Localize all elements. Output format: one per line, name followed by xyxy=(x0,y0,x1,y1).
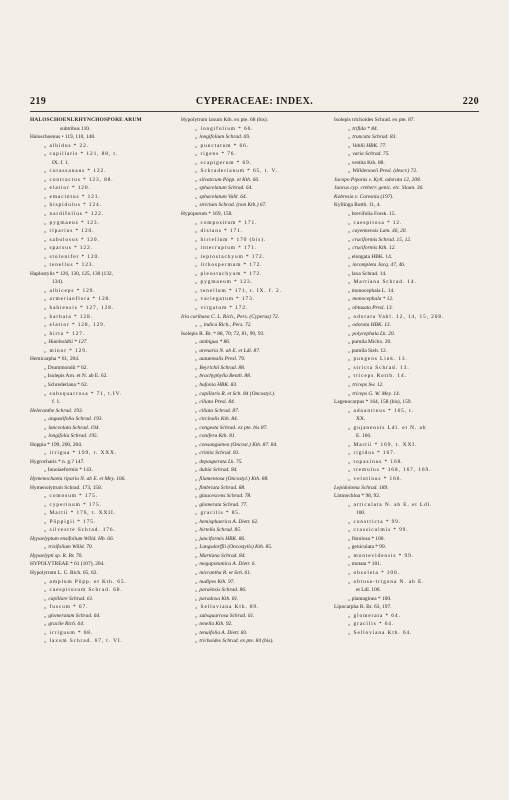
index-entry: „ virgatum * 172. xyxy=(195,305,249,312)
index-entry: „ circinalis Kth. 84. xyxy=(195,416,239,423)
index-entry: „ gracilis * 64. xyxy=(348,621,395,628)
index-entry: HALOSCHOENLRHYNCHOSPORE ARUM xyxy=(30,117,142,123)
index-entry: „ adauntinus * 165, t. xyxy=(348,407,414,414)
index-entry: „ megapotamica A. Dietr. 6. xyxy=(195,561,256,568)
index-entry: „ Schrederiana * 62. xyxy=(44,381,89,388)
index-entry: „ triceps G. W. Mey. 14. xyxy=(348,390,401,397)
index-entry: „ Martiana Schrad. 84. xyxy=(195,552,246,559)
index-entry: Heleranthe Schrad. 193. xyxy=(30,407,83,414)
index-entry: Hypolytrum L. C. Rich. 65, 62. xyxy=(30,569,98,576)
index-entry: Kyllinga Rotth. 11, 4. xyxy=(334,202,381,209)
index-entry: „ Drummondii * 62. xyxy=(44,364,88,371)
index-entry: „ obtusata Presl. 13. xyxy=(348,305,393,312)
index-entry: „ glomerata * 64. xyxy=(348,612,401,619)
index-entry: „ tenuifolia A. Dietr. 83. xyxy=(195,629,248,636)
index-entry: „ trichoides Schrad. ex pte. 84 (bis). xyxy=(195,638,274,645)
index-entry: „ cyperinum * 175. xyxy=(44,501,102,508)
index-entry: „ variegatum * 173. xyxy=(195,296,255,303)
index-entry: „ Martii * 176, t. XXII. xyxy=(44,510,116,517)
index-entry: „ fistulosa * 100. xyxy=(348,535,385,542)
index-entry: „ varia Schrad. 75. xyxy=(348,151,390,158)
index-entry: „ montevidensis * 99. xyxy=(348,552,414,559)
index-entry: IX. f. 1. xyxy=(52,159,69,166)
index-entry: „ amplum Pöpp. et Kth. 65. xyxy=(44,578,127,585)
index-entry: „ crinita Schrad. 81. xyxy=(195,450,240,457)
index-entry: „ glomerata Schrad. 77. xyxy=(195,501,248,508)
index-entry: „ crassiculmis * 99. xyxy=(348,527,409,534)
header-rule xyxy=(30,111,479,112)
index-entry: „ Martiana Schrad. 14. xyxy=(348,279,417,286)
index-entry: „ pungens Link. 13. xyxy=(348,356,408,363)
index-entry: „ consanguinea (Oncost.) Kth. 87. 84. xyxy=(195,441,278,448)
index-entry: Hypaelypti sp. R. Br. 70. xyxy=(30,552,83,559)
index-entry: Hoppia * 199, 200, 204. xyxy=(30,441,83,448)
index-column-2 xyxy=(181,116,324,646)
index-entry: „ triceps Rottb. 14. xyxy=(348,373,407,380)
index-entry: subtribus 110. xyxy=(60,125,91,132)
index-column-3 xyxy=(334,116,477,637)
index-entry: „ Isolepis Arn. et N. ab E. 62. xyxy=(44,373,108,380)
index-entry: „ polycephala Lk. 20. xyxy=(348,330,395,337)
index-entry: „ lithospermum * 172. xyxy=(195,262,263,269)
index-entry: „ Willdenowii Presl. (descr.) 72. xyxy=(348,168,418,175)
index-entry: Iria caribaea C. L. Rich., Pers. (Cyperus) 72. xyxy=(181,313,280,320)
index-entry: „ gracile Rich. 64. xyxy=(44,621,85,628)
index-entry: „ pygmaeum * 123. xyxy=(195,279,253,286)
running-header xyxy=(30,96,479,110)
index-entry: „ cayennensis Lam. 46, 20. xyxy=(348,228,407,235)
index-entry: Hemicarpha * 61, 204. xyxy=(30,356,80,363)
index-entry: „ ambigua * 86. xyxy=(195,339,231,346)
index-entry: „ brevifolia Forsk. 15. xyxy=(348,211,396,218)
index-entry: f. 1. xyxy=(52,399,61,406)
index-entry: „ nardifolius * 122. xyxy=(44,211,104,218)
index-entry: „ obsoleta * 100. xyxy=(348,569,400,576)
index-entry: „ hirtellum * 170 (bis). xyxy=(195,236,267,243)
page-title: CYPERACEAE: INDEX. xyxy=(195,96,314,107)
index-entry: „ irrigua * 199, t. XXX. xyxy=(44,450,118,457)
index-entry: „ capillaris R. et Sch. 84 (Oncostyl.). xyxy=(195,390,276,397)
index-entry: „ armeriaeflora * 128. xyxy=(44,296,112,303)
index-entry: „ silvestre Schrad. 176. xyxy=(44,527,116,534)
index-entry: Isolepis trichoides Schrad. ex pte. 87. xyxy=(334,117,415,123)
index-entry: „ sphacelatum Vahl. 64. xyxy=(195,193,247,200)
index-entry: „ laxum Schrad. 67, t. VI. xyxy=(44,638,123,645)
index-entry: „ dubia Schrad. 84. xyxy=(195,467,238,474)
index-entry: Hymenochaeta riparia N. ab E. et Mey. 106. xyxy=(30,475,126,482)
index-entry: „ glomeratum Schrad. 64. xyxy=(44,612,101,619)
index-entry: „ Schraderianum * 65, t. V. xyxy=(195,168,278,175)
index-entry: Haloschoenus • 119, 110, 148. xyxy=(30,134,96,141)
index-entry: „ longifolium * 66. xyxy=(195,125,254,132)
index-entry: „ comosum * 175. xyxy=(44,493,98,500)
index-entry: „ junciformis HBK. 86. xyxy=(195,535,246,542)
index-entry: „ gujanensis Ldl. et N. ab xyxy=(348,424,427,431)
index-entry: „ odorata HBK. 13. xyxy=(348,322,391,329)
index-entry: Lagenocarpus * 164, 158 (bis), 159. xyxy=(334,399,412,406)
index-entry: „ bahiensis * 127, 128. xyxy=(44,305,115,312)
index-entry: „ compositum * 171. xyxy=(195,219,258,226)
index-entry: „ Langsdorffii (Oncostylis) Kth. 85. xyxy=(195,544,273,551)
index-entry: „ albiceps * 129. xyxy=(44,287,96,294)
index-entry: „ obtuse-trigona N. ab E. xyxy=(348,578,425,585)
index-entry: „ pygmaeus * 123. xyxy=(44,219,100,226)
page-number-left: 219 xyxy=(30,96,47,107)
index-entry: 134). xyxy=(52,279,64,286)
index-entry: Kobresia v. Coresnia (197). xyxy=(334,193,394,200)
index-entry: „ odorata Vahl. 12, 14, 15, 208. xyxy=(348,313,445,320)
index-entry: „ emacintus * 121. xyxy=(44,193,101,200)
index-entry: Juncus cyp. creberr. genic. etc. Sloan. 36. xyxy=(334,185,424,192)
index-entry: „ pumila Michx. 20. xyxy=(348,339,392,346)
index-entry: „ filamentosa (Oncostyl.) Kth. 88. xyxy=(195,475,269,482)
index-entry: „ silvaticum Pöpp. et Kth. 66. xyxy=(195,176,260,183)
index-entry: „ elongata HBK. 14. xyxy=(348,253,393,260)
index-entry: HYPOLYTREAE * 61 (107), 204. xyxy=(30,561,105,568)
index-entry: „ monocephala L. 14. xyxy=(348,287,395,294)
index-entry: Jacopo Piponis v. Kyll. odorata 12, 208. xyxy=(334,176,422,183)
index-entry: E. 166. xyxy=(356,433,372,440)
index-entry: „ nudipes Kth. 97. xyxy=(195,578,235,585)
index-entry: „ hirta * 127. xyxy=(44,330,86,337)
index-entry: „ sparsus * 122. xyxy=(44,245,93,252)
index-entry: „ barbata * 128. xyxy=(44,313,93,320)
index-entry: „ punctatum * 66. xyxy=(195,142,249,149)
index-entry: „ geniculata * 99. xyxy=(348,544,387,551)
index-entry: Hymenolytrum Schrad. 173, 158. xyxy=(30,484,103,491)
index-entry: Lepidoloma Schrad. 189. xyxy=(334,484,389,491)
index-entry: „ fimbriata Schrad. 88. xyxy=(195,484,246,491)
index-entry: „ conifera Kth. 81. xyxy=(195,433,236,440)
index-entry: „ longifolium Schrad. 69. xyxy=(195,134,251,141)
index-entry: „ rigidus * 167. xyxy=(348,450,396,457)
index-entry: „ ciliata Schrad. 87. xyxy=(195,407,240,414)
index-entry: „ sphacelatum Schrad. 64. xyxy=(195,185,253,192)
index-entry: et Ldl. 100. xyxy=(356,587,381,594)
index-entry: „ tenellus * 123. xyxy=(44,262,95,269)
index-entry: Isolepis R. Br. * 88, 70; 72, 81, 90, 93. xyxy=(181,330,265,337)
index-entry: „ angustifolia Schrad. 193. xyxy=(44,416,103,423)
index-entry: „ caespitosa * 12. xyxy=(348,219,403,226)
index-entry: „ elatior * 120. xyxy=(44,185,91,192)
index-entry: „ Selloviana Kth. 89. xyxy=(195,604,260,611)
index-entry: „ brachyphylla Benth. 88. xyxy=(195,373,252,380)
index-entry: „ depauperata Lk. 75. xyxy=(195,458,243,465)
index-entry: „ strictum Schrad. (non Kth.) 67. xyxy=(195,202,267,209)
index-entry: „ irriguum * 68. xyxy=(44,629,94,636)
index-entry: Limnochloa * 98, 92. xyxy=(334,493,381,500)
index-entry: Lipocarpha R. Br. 63, 197. xyxy=(334,604,392,611)
index-entry: „ vestita Kth. 88. xyxy=(348,159,385,166)
index-entry: „ tenella Kth. 92. xyxy=(195,621,233,628)
index-entry: „ lanceolata Schrad. 194. xyxy=(44,424,100,431)
index-entry: „ Vahlii HBK. 77. xyxy=(348,142,387,149)
index-entry: „ capillaris * 121, 88, t. xyxy=(44,151,119,158)
index-entry: „ cruciformis Schrad. 15, 12. xyxy=(348,236,412,243)
index-entry: „ „ indica Rich., Pers. 72. xyxy=(195,322,252,329)
index-entry: „ congesta Schrad. ex pte. bis 87. xyxy=(195,424,268,431)
page-number-right: 220 xyxy=(462,96,479,107)
index-entry: „ stricta Schrad. 13. xyxy=(348,364,410,371)
index-entry: „ riparius * 120. xyxy=(44,228,95,235)
index-column-1 xyxy=(30,116,173,646)
index-entry: „ hemisphaerica A. Dietr. 62. xyxy=(195,518,259,525)
index-entry: „ ciliata Presl. 84. xyxy=(195,399,236,406)
index-entry: „ articulata N. ab E. et Ldl. xyxy=(348,501,433,508)
index-entry: „ albidus * 22. xyxy=(44,142,89,149)
index-entry: „ capillare Schrad. 61. xyxy=(44,595,94,602)
index-entry: „ curassanaus * 122. xyxy=(44,168,107,175)
index-entry: „ arenaria N. ab E. et Ldl. 87. xyxy=(195,347,261,354)
index-entry: „ subsquarrosa Schrad. 61. xyxy=(195,612,255,619)
index-entry: „ scapigerum * 69. xyxy=(195,159,252,166)
index-entry: „ Beyrichii Schrad. 88. xyxy=(195,364,246,371)
index-entry: „ gracilis * 85. xyxy=(195,510,242,517)
index-entry: Hypoporum * 169, 158. xyxy=(181,211,233,218)
index-entry: „ micrantha R. et Sch. 61. xyxy=(195,569,252,576)
index-entry: „ incompleta Jacq. 47, 46. xyxy=(348,262,406,269)
index-entry: „ laxa Schrad. 14. xyxy=(348,270,387,277)
index-entry: „ tenellum * 171, t. IX. f. 2. xyxy=(195,287,282,294)
index-entry: „ cruciformis Kth. 12. xyxy=(348,245,396,252)
index-entry: „ contractus * 123, 88. xyxy=(44,176,114,183)
index-entry: „ sabulosus * 120. xyxy=(44,236,100,243)
index-entry: „ Selloviana Kth. 64. xyxy=(348,629,413,636)
index-entry: „ mutata * 101. xyxy=(348,561,382,568)
index-entry: „ minor * 129. xyxy=(44,347,89,354)
index-entry: „ caespitosum Schrad. 68. xyxy=(44,587,123,594)
index-entry: „ interruptum * 171. xyxy=(195,245,258,252)
index-entry: „ truncata Schrad. 83. xyxy=(348,134,397,141)
index-entry: „ hirtella Schrad. 85. xyxy=(195,527,242,534)
index-entry: „ monocephala * 12. xyxy=(348,296,394,303)
index-entry: „ paradoxa Kth. 81. xyxy=(195,595,239,602)
index-entry: „ glaucescens Schrad. 78. xyxy=(195,493,252,500)
index-entry: „ longifolia Schrad. 195. xyxy=(44,433,99,440)
index-entry: „ rigens * 76. xyxy=(195,151,237,158)
index-entry: „ trifida * 84. xyxy=(348,125,378,132)
index-entry: „ Pöppigii * 175. xyxy=(44,518,97,525)
index-entry: „ paraënsis Schrad. 86. xyxy=(195,587,247,594)
index-entry: „ stolonifer * 120. xyxy=(44,253,101,260)
index-entry: „ leptostachyum * 172. xyxy=(195,253,265,260)
index-entry: „ fuscum * 67. xyxy=(44,604,89,611)
index-entry: „ Martii * 169, t. XXI. xyxy=(348,441,418,448)
index-entry: XX. xyxy=(356,416,366,423)
index-entry: „ autumnalis Presl. 79. xyxy=(195,356,246,363)
index-entry: „ constricta * 99. xyxy=(348,518,402,525)
index-entry: „ velutinus * 166. xyxy=(348,475,403,482)
index-entry: Haplostylis * 126, 130, 125, 130 (132, xyxy=(30,270,113,277)
index-entry: „ distans * 171. xyxy=(195,228,243,235)
index-entry: „ trisifolium Willd. 70. xyxy=(44,544,93,551)
index-entry: „ elatior * 128, 129. xyxy=(44,322,107,329)
index-entry: „ bufonia HBK. 83. xyxy=(195,381,238,388)
index-entry: „ Humboldtii * 127. xyxy=(44,339,88,346)
index-entry: „ subsquarrosa * 71, t.IV. xyxy=(44,390,122,397)
index-entry: „ hispidulus * 124. xyxy=(44,202,102,209)
index-entry: „ pleostachyum * 172. xyxy=(195,270,263,277)
index-entry: „ triceps Sw. 12. xyxy=(348,381,384,388)
index-entry: „ tremulus * 168, 167, 169. xyxy=(348,467,432,474)
index-entry: „ Innolaeformis * 143. xyxy=(44,467,93,474)
index-entry: 100. xyxy=(356,510,366,517)
index-entry: „ plantaginea * 100. xyxy=(348,595,392,602)
index-entry: „ pumila Sieb. 12. xyxy=(348,347,388,354)
index-entry: Hypaelyptum ensifolium Willd. Hb. 66. xyxy=(30,535,114,542)
index-entry: Hygrocharis * n. g.? 147. xyxy=(30,458,85,465)
index-entry: „ topazinus * 168. xyxy=(348,458,404,465)
index-entry: Hypolytrum laxum Kth. ex pte. 68 (bis). xyxy=(181,117,268,123)
